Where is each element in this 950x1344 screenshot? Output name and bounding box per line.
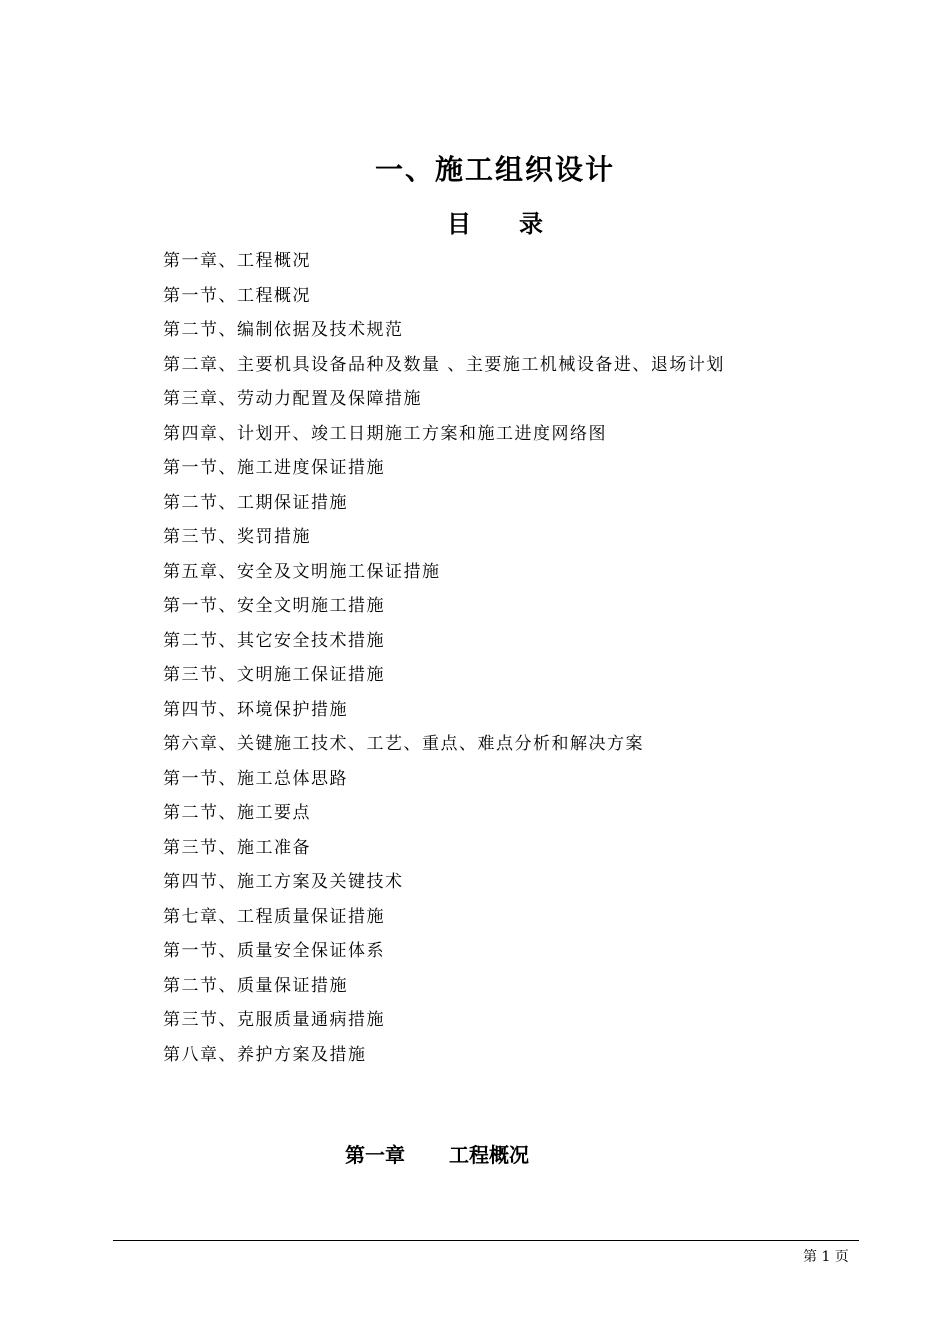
document-title: 一、施工组织设计 bbox=[374, 153, 615, 186]
toc-entry: 第一节、质量安全保证体系 bbox=[163, 941, 385, 961]
toc-list bbox=[163, 244, 725, 1072]
toc-entry: 第一节、工程概况 bbox=[163, 285, 311, 306]
toc-entry: 第六章、关键施工技术、工艺、重点、难点分析和解决方案 bbox=[163, 734, 644, 754]
toc-entry: 第一节、施工总体思路 bbox=[163, 768, 348, 789]
toc-entry: 第四节、施工方案及关键技术 bbox=[163, 872, 404, 892]
toc-entry: 第七章、工程质量保证措施 bbox=[163, 906, 385, 927]
toc-entry: 第一章、工程概况 bbox=[163, 251, 311, 271]
toc-entry: 第二节、工期保证措施 bbox=[163, 492, 348, 513]
toc-entry: 第二章、主要机具设备品种及数量 、主要施工机械设备进、退场计划 bbox=[163, 354, 725, 375]
toc-entry: 第二节、其它安全技术措施 bbox=[163, 630, 385, 651]
chapter-heading-title: 工程概况 bbox=[449, 1143, 529, 1167]
toc-entry: 第三章、劳动力配置及保障措施 bbox=[163, 389, 422, 409]
chapter-heading bbox=[345, 1139, 529, 1168]
toc-heading bbox=[0, 204, 950, 239]
toc-heading-right: 录 bbox=[519, 209, 543, 238]
chapter-heading-number: 第一章 bbox=[345, 1143, 405, 1167]
toc-entry: 第三节、文明施工保证措施 bbox=[163, 665, 385, 685]
toc-entry: 第三节、克服质量通病措施 bbox=[163, 1010, 385, 1030]
toc-entry: 第二节、施工要点 bbox=[163, 803, 311, 823]
toc-heading-left: 目 bbox=[447, 209, 471, 238]
footer-divider bbox=[113, 1240, 859, 1241]
toc-entry: 第三节、施工准备 bbox=[163, 837, 311, 858]
toc-entry: 第二节、质量保证措施 bbox=[163, 975, 348, 996]
toc-entry: 第八章、养护方案及措施 bbox=[163, 1044, 367, 1065]
toc-entry: 第四章、计划开、竣工日期施工方案和施工进度网络图 bbox=[163, 423, 607, 444]
toc-entry: 第一节、施工进度保证措施 bbox=[163, 458, 385, 478]
toc-entry: 第三节、奖罚措施 bbox=[163, 527, 311, 547]
toc-entry: 第一节、安全文明施工措施 bbox=[163, 596, 385, 616]
toc-entry: 第二节、编制依据及技术规范 bbox=[163, 320, 404, 340]
toc-entry: 第五章、安全及文明施工保证措施 bbox=[163, 561, 441, 582]
toc-entry: 第四节、环境保护措施 bbox=[163, 699, 348, 720]
page-number: 第 1 页 bbox=[803, 1249, 849, 1265]
